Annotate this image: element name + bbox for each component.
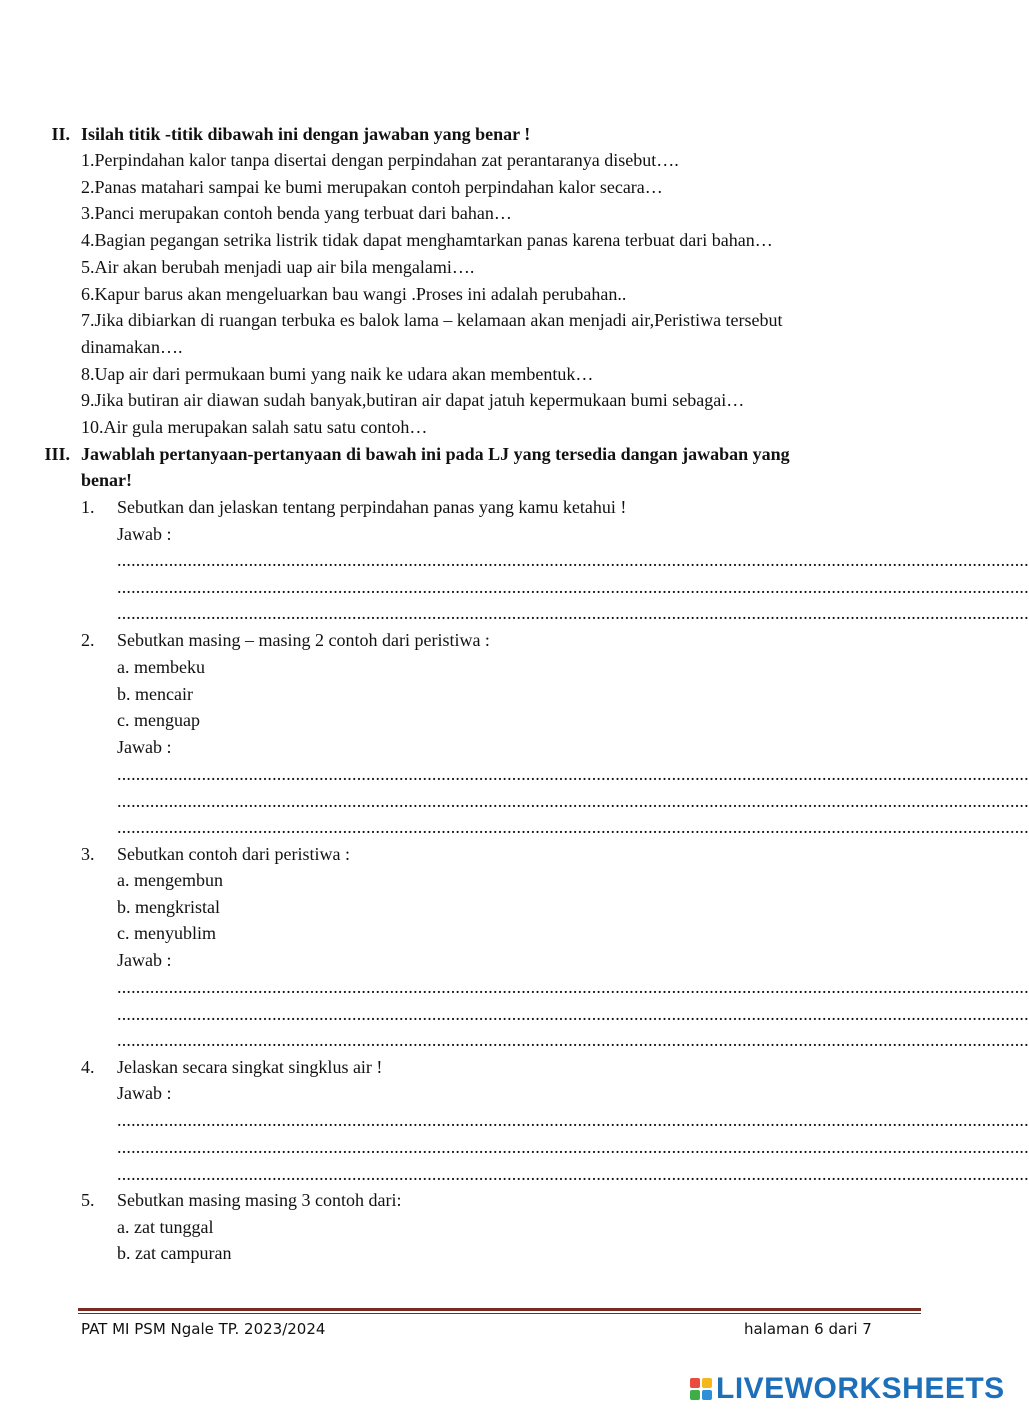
answer-line[interactable]: .................................................................................................................................................................................................. <box>117 1030 1029 1050</box>
section-iii-heading-cont: benar! <box>81 470 132 490</box>
fill-item-9: 9.Jika butiran air diawan sudah banyak,butiran air dapat jatuh kepermukaan bumi sebagai… <box>81 390 745 410</box>
fill-item-7: 7.Jika dibiarkan di ruangan terbuka es balok lama – kelamaan akan menjadi air,Peristiwa tersebut <box>81 310 783 330</box>
answer-label: Jawab : <box>117 524 172 544</box>
fill-item-5: 5.Air akan berubah menjadi uap air bila mengalami…. <box>81 257 475 277</box>
liveworksheets-logo-icon <box>690 1378 712 1400</box>
answer-line[interactable]: .................................................................................................................................................................................................. <box>117 603 1029 623</box>
answer-line[interactable]: .................................................................................................................................................................................................. <box>117 764 1029 784</box>
answer-line[interactable]: .................................................................................................................................................................................................. <box>117 1137 1029 1157</box>
logo-square-red <box>690 1378 700 1388</box>
answer-line[interactable]: .................................................................................................................................................................................................. <box>117 817 1029 837</box>
question-2-option-c: c. menguap <box>117 710 200 730</box>
question-2-text: Sebutkan masing – masing 2 contoh dari peristiwa : <box>117 630 490 650</box>
section-iii-heading: Jawablah pertanyaan-pertanyaan di bawah ini pada LJ yang tersedia dangan jawaban yang <box>81 444 790 464</box>
question-5-text: Sebutkan masing masing 3 contoh dari: <box>117 1190 402 1210</box>
question-1-text: Sebutkan dan jelaskan tentang perpindahan panas yang kamu ketahui ! <box>117 497 627 517</box>
liveworksheets-watermark <box>690 1371 1005 1407</box>
question-3-option-c: c. menyublim <box>117 923 216 943</box>
section-iii-numeral: III. <box>44 444 70 464</box>
fill-item-3: 3.Panci merupakan contoh benda yang terbuat dari bahan… <box>81 203 512 223</box>
question-3-text: Sebutkan contoh dari peristiwa : <box>117 844 350 864</box>
question-5-option-b: b. zat campuran <box>117 1243 232 1263</box>
logo-square-yellow <box>702 1378 712 1388</box>
logo-square-blue <box>702 1390 712 1400</box>
section-ii-heading: Isilah titik -titik dibawah ini dengan jawaban yang benar ! <box>81 124 531 144</box>
answer-label: Jawab : <box>117 737 172 757</box>
footer-divider <box>78 1308 921 1311</box>
footer-exam-info: PAT MI PSM Ngale TP. 2023/2024 <box>81 1320 326 1338</box>
answer-label: Jawab : <box>117 950 172 970</box>
answer-line[interactable]: .................................................................................................................................................................................................. <box>117 977 1029 997</box>
fill-item-6: 6.Kapur barus akan mengeluarkan bau wangi .Proses ini adalah perubahan.. <box>81 284 627 304</box>
answer-line[interactable]: .................................................................................................................................................................................................. <box>117 1110 1029 1130</box>
liveworksheets-wordmark: LIVEWORKSHEETS <box>716 1372 1005 1405</box>
question-5-option-a: a. zat tunggal <box>117 1217 214 1237</box>
fill-item-4: 4.Bagian pegangan setrika listrik tidak dapat menghamtarkan panas karena terbuat dari bahan… <box>81 230 773 250</box>
footer-divider-thin <box>78 1313 921 1314</box>
answer-line[interactable]: .................................................................................................................................................................................................. <box>117 550 1029 570</box>
fill-item-1: 1.Perpindahan kalor tanpa disertai dengan perpindahan zat perantaranya disebut…. <box>81 150 679 170</box>
question-4-number: 4. <box>81 1057 95 1077</box>
logo-square-green <box>690 1390 700 1400</box>
question-4-text: Jelaskan secara singkat singklus air ! <box>117 1057 383 1077</box>
answer-line[interactable]: .................................................................................................................................................................................................. <box>117 1004 1029 1024</box>
question-2-option-b: b. mencair <box>117 684 193 704</box>
question-3-number: 3. <box>81 844 95 864</box>
fill-item-8: 8.Uap air dari permukaan bumi yang naik ke udara akan membentuk… <box>81 364 594 384</box>
question-3-option-b: b. mengkristal <box>117 897 220 917</box>
question-5-number: 5. <box>81 1190 95 1210</box>
question-2-number: 2. <box>81 630 95 650</box>
answer-line[interactable]: .................................................................................................................................................................................................. <box>117 1164 1029 1184</box>
fill-item-10: 10.Air gula merupakan salah satu satu contoh… <box>81 417 428 437</box>
question-3-option-a: a. mengembun <box>117 870 223 890</box>
answer-line[interactable]: .................................................................................................................................................................................................. <box>117 791 1029 811</box>
fill-item-2: 2.Panas matahari sampai ke bumi merupakan contoh perpindahan kalor secara… <box>81 177 663 197</box>
section-ii-numeral: II. <box>51 124 70 144</box>
question-1-number: 1. <box>81 497 95 517</box>
footer-page-number: halaman 6 dari 7 <box>744 1320 872 1338</box>
answer-line[interactable]: .................................................................................................................................................................................................. <box>117 577 1029 597</box>
question-2-option-a: a. membeku <box>117 657 205 677</box>
fill-item-7-cont: dinamakan…. <box>81 337 183 357</box>
answer-label: Jawab : <box>117 1083 172 1103</box>
